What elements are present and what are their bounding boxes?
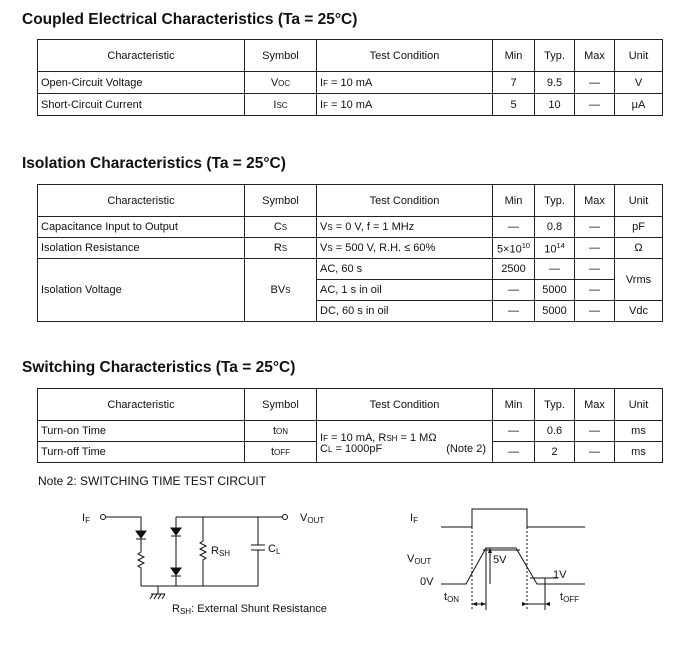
header-typ: Typ. (535, 40, 575, 72)
zero-volt-label: 0V (420, 576, 434, 588)
circuit-rsh-label: RSH (211, 545, 231, 558)
header-typ: Typ. (535, 389, 575, 421)
circuit-caption: RSH: External Shunt Resistance (172, 603, 327, 616)
toff-label: tOFF (560, 591, 580, 604)
led-symbol (136, 531, 146, 538)
pv-diode (171, 528, 181, 535)
timing-labels (407, 512, 579, 604)
input-resistor (138, 539, 144, 586)
row-max: — (575, 72, 615, 94)
header-min: Min (493, 185, 535, 217)
header-row (38, 389, 663, 421)
row-typ: 0.8 (535, 217, 575, 238)
condition-line-1: IF = 10 mA, RSH = 1 MΩ (320, 432, 437, 444)
condition-line-2: CL = 1000pF (Note 2) (320, 443, 486, 455)
row-symbol: VOC (245, 72, 317, 94)
header-row (38, 185, 663, 217)
row-min: — (493, 442, 535, 463)
switching-title: Switching Characteristics (Ta = 25°C) (22, 359, 296, 376)
header-typ: Typ. (535, 185, 575, 217)
ground-rail (141, 586, 258, 594)
circuit-if-label: IF (82, 512, 90, 525)
input-wire (106, 517, 141, 531)
row-condition: AC, 60 s (317, 259, 493, 280)
row-unit: μA (615, 94, 663, 116)
row-unit: Vrms (615, 259, 663, 301)
output-terminal (283, 515, 288, 520)
row-max: — (575, 301, 615, 322)
circuit-cl-label: CL (268, 543, 281, 556)
row-characteristic: Capacitance Input to Output (38, 217, 245, 238)
isolation-title: Isolation Characteristics (Ta = 25°C) (22, 155, 286, 172)
input-terminal (101, 515, 106, 520)
row-condition: AC, 1 s in oil (317, 280, 493, 301)
row-unit: ms (615, 421, 663, 442)
pv-diode (171, 568, 181, 575)
isolation-table (37, 184, 663, 322)
header-max: Max (575, 389, 615, 421)
row-symbol: ISC (245, 94, 317, 116)
header-max: Max (575, 40, 615, 72)
table-row (38, 72, 663, 94)
timing-vout-label: VOUT (407, 553, 432, 566)
table-row (38, 421, 663, 442)
row-characteristic: Isolation Voltage (38, 259, 245, 322)
row-min: — (493, 280, 535, 301)
header-symbol: Symbol (245, 40, 317, 72)
row-condition: IF = 10 mA (317, 94, 493, 116)
shunt-resistor (200, 517, 206, 586)
row-max: — (575, 259, 615, 280)
row-min: 2500 (493, 259, 535, 280)
switching-test-diagram (0, 490, 682, 672)
header-test-condition: Test Condition (317, 185, 493, 217)
row-characteristic: Turn-off Time (38, 442, 245, 463)
row-condition (317, 421, 493, 463)
row-symbol: tON (245, 421, 317, 442)
header-unit: Unit (615, 185, 663, 217)
row-min: — (493, 217, 535, 238)
if-waveform (441, 509, 585, 527)
row-unit: Ω (615, 238, 663, 259)
arrowhead (472, 602, 477, 606)
row-typ: 10 (535, 94, 575, 116)
row-min: — (493, 421, 535, 442)
header-test-condition: Test Condition (317, 389, 493, 421)
switching-table (37, 388, 663, 463)
row-unit: ms (615, 442, 663, 463)
ton-label: tON (444, 591, 460, 604)
row-characteristic: Isolation Resistance (38, 238, 245, 259)
row-max: — (575, 94, 615, 116)
row-max: — (575, 238, 615, 259)
header-row (38, 40, 663, 72)
row-typ: 5000 (535, 301, 575, 322)
row-condition: DC, 60 s in oil (317, 301, 493, 322)
row-min: — (493, 301, 535, 322)
coupled-title: Coupled Electrical Characteristics (Ta = 25°C) (22, 11, 358, 28)
row-condition: VS = 500 V, R.H. ≤ 60% (317, 238, 493, 259)
header-min: Min (493, 40, 535, 72)
table-row (38, 94, 663, 116)
row-typ: — (535, 259, 575, 280)
arrowhead (522, 602, 527, 606)
row-symbol: RS (245, 238, 317, 259)
timing-arrowheads (472, 548, 550, 606)
note-2-header: Note 2: SWITCHING TIME TEST CIRCUIT (38, 474, 267, 488)
row-characteristic: Turn-on Time (38, 421, 245, 442)
row-max: — (575, 217, 615, 238)
ground-icon (150, 594, 165, 599)
row-symbol: CS (245, 217, 317, 238)
row-condition: IF = 10 mA (317, 72, 493, 94)
one-volt-label: 1V (553, 569, 567, 581)
note-reference: (Note 2) (446, 443, 486, 455)
row-unit: Vdc (615, 301, 663, 322)
coupled-table (37, 39, 663, 116)
table-row (38, 217, 663, 238)
circuit-vout-label: VOUT (300, 512, 325, 525)
arrowhead (481, 602, 486, 606)
timing-if-label: IF (410, 512, 418, 525)
row-min: 7 (493, 72, 535, 94)
header-test-condition: Test Condition (317, 40, 493, 72)
header-characteristic: Characteristic (38, 185, 245, 217)
test-circuit (101, 515, 288, 600)
row-condition: VS = 0 V, f = 1 MHz (317, 217, 493, 238)
arrowhead (545, 602, 550, 606)
row-typ: 2 (535, 442, 575, 463)
header-characteristic: Characteristic (38, 40, 245, 72)
row-typ: 0.6 (535, 421, 575, 442)
header-min: Min (493, 389, 535, 421)
row-characteristic: Open-Circuit Voltage (38, 72, 245, 94)
row-unit: V (615, 72, 663, 94)
row-unit: pF (615, 217, 663, 238)
header-unit: Unit (615, 40, 663, 72)
row-max: — (575, 421, 615, 442)
circuit-labels (82, 512, 327, 616)
row-symbol: tOFF (245, 442, 317, 463)
row-min: 5 (493, 94, 535, 116)
row-typ: 9.5 (535, 72, 575, 94)
header-characteristic: Characteristic (38, 389, 245, 421)
header-max: Max (575, 185, 615, 217)
row-max: — (575, 280, 615, 301)
table-row (38, 238, 663, 259)
row-max: — (575, 442, 615, 463)
row-typ: $10^{14}$ (535, 238, 575, 259)
header-symbol: Symbol (245, 389, 317, 421)
header-symbol: Symbol (245, 185, 317, 217)
five-volt-label: 5V (493, 554, 507, 566)
row-min: $5\times 10^{10}$ (493, 238, 535, 259)
row-typ: 5000 (535, 280, 575, 301)
row-characteristic: Short-Circuit Current (38, 94, 245, 116)
row-symbol: BVS (245, 259, 317, 322)
header-unit: Unit (615, 389, 663, 421)
table-row (38, 259, 663, 280)
